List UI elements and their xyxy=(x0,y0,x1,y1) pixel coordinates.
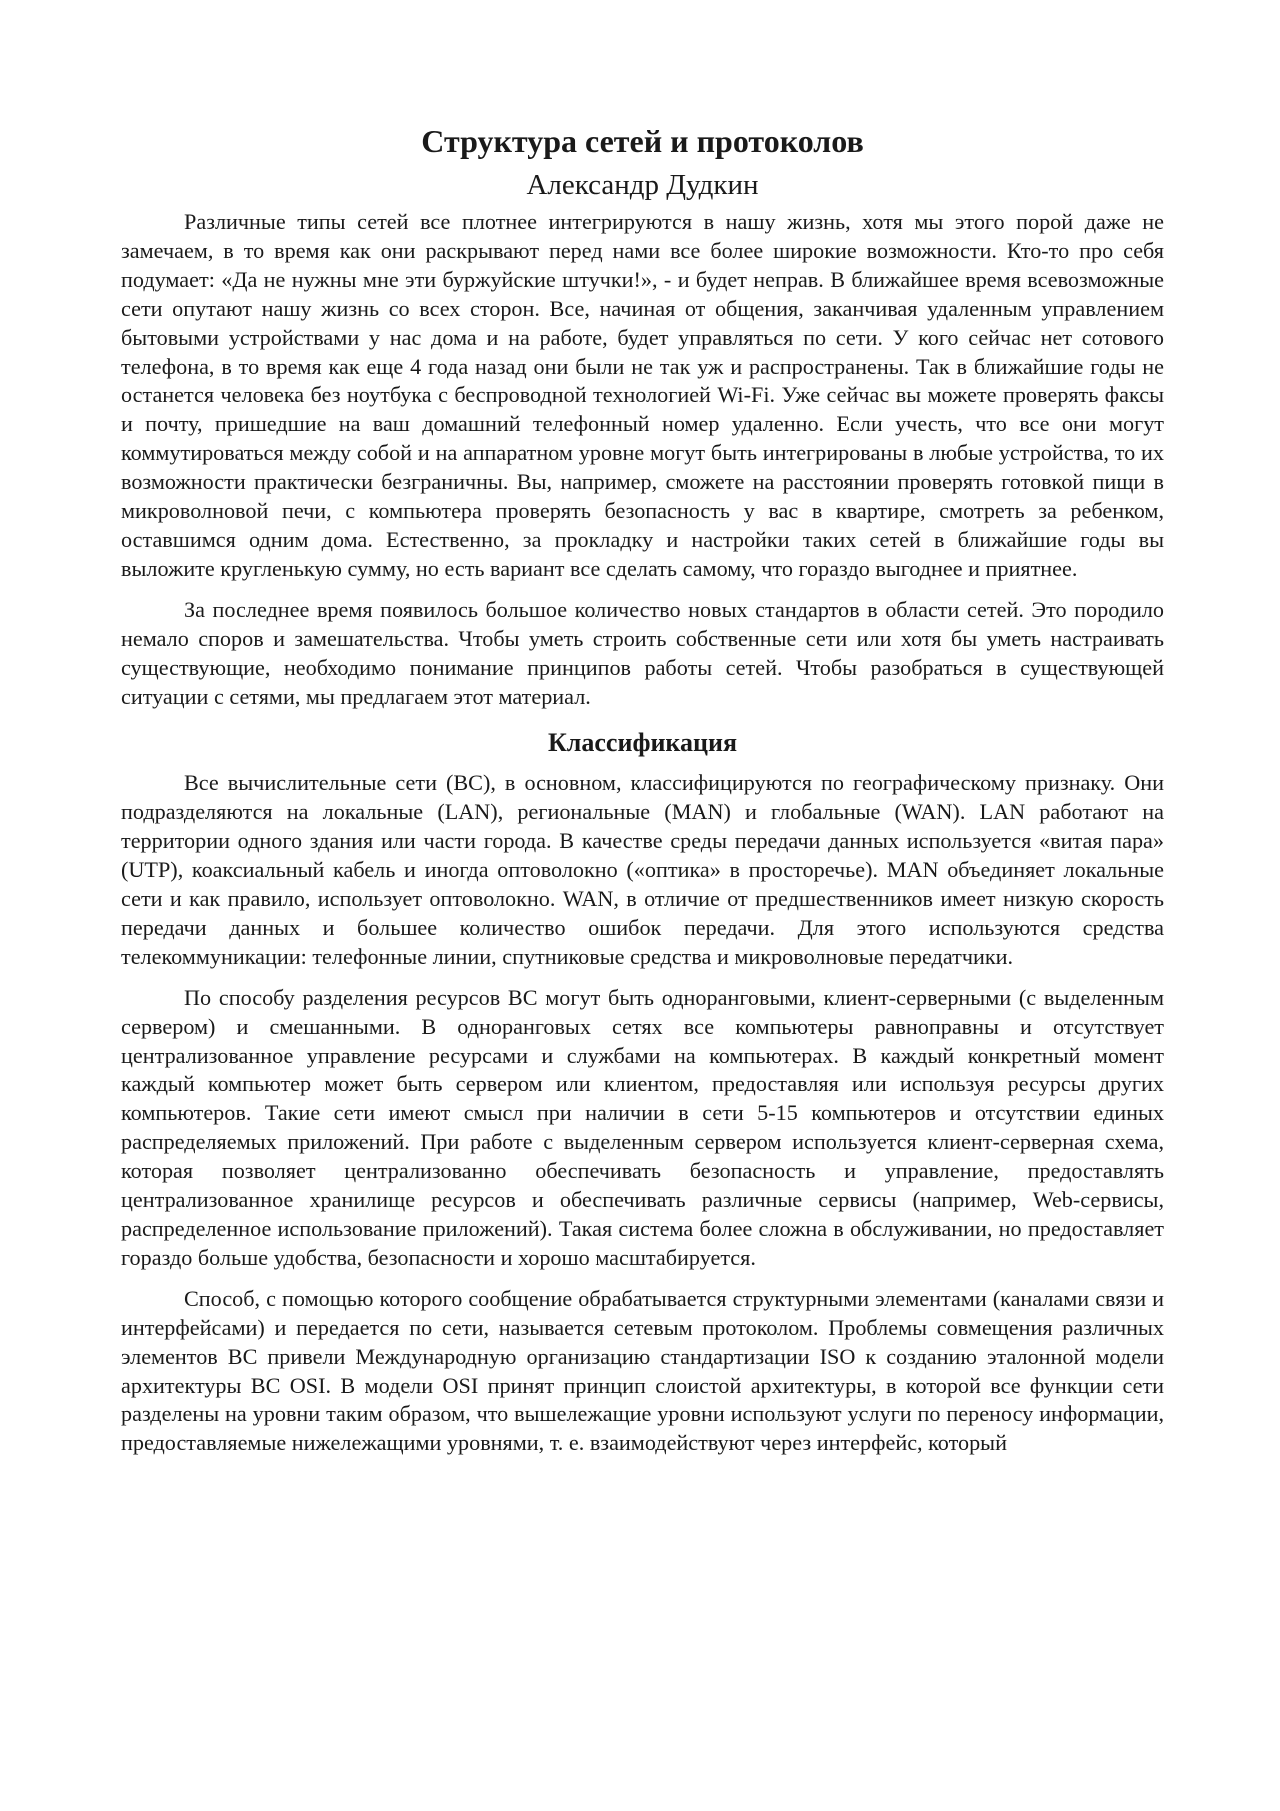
paragraph-classification-1: Все вычислительные сети (ВС), в основном, классифицируются по географическому признаку. Они подразделяются на локальные (LAN), региональные (MAN) и глобальные (WAN). LAN работают на территории одного здания или части города. В качестве среды передачи данных используется «витая пара» (UTP), коаксиальный кабель и иногда оптоволокно («оптика» в просторечье). MAN объединяет локальные сети и как правило, использует оптоволокно. WAN, в отличие от предшественников имеет низкую скорость передачи данных и большее количество ошибок передачи. Для этого используются средства телекоммуникации: телефонные линии, спутниковые средства и микроволновые передатчики. xyxy=(121,770,1164,969)
section-heading-classification: Классификация xyxy=(547,728,738,758)
document-title: Структура сетей и протоколов xyxy=(421,123,864,159)
paragraph-intro-1: Различные типы сетей все плотнее интегрируются в нашу жизнь, хотя мы этого порой даже не замечаем, в то время как они раскрывают перед нами все более широкие возможности. Кто-то про себя подумает: «Да не нужны мне эти буржуйские штучки!», - и будет неправ. В ближайшее время всевозможные сети опутают нашу жизнь со всех сторон. Все, начиная от общения, заканчивая удаленным управлением бытовыми устройствами у нас дома и на работе, будет управляться по сети. У кого сейчас нет сотового телефона, в то время как еще 4 года назад они были не так уж и распространены. Так в ближайшие годы не останется человека без ноутбука с беспроводной технологией Wi-Fi. Уже сейчас вы можете проверять факсы и почту, пришедшие на ваш домашний телефонный номер удаленно. Если учесть, что все они могут коммутироваться между собой и на аппаратном уровне могут быть интегрированы в любые устройства, то их возможности практически безграничны. Вы, например, сможете на расстоянии проверять готовкой пищи в микроволновой печи, с компьютера проверять безопасность у вас в квартире, смотреть за ребенком, оставшимся одним дома. Естественно, за прокладку и настройки таких сетей в ближайшие годы вы выложите кругленькую сумму, но есть вариант все сделать самому, что гораздо выгоднее и приятнее. xyxy=(121,209,1164,581)
document-body xyxy=(121,118,1164,1470)
paragraph-intro-2: За последнее время появилось большое количество новых стандартов в области сетей. Это породило немало споров и замешательства. Чтобы уметь строить собственные сети или хотя бы уметь настраивать существующие, необходимо понимание принципов работы сетей. Чтобы разобраться в существующей ситуации с сетями, мы предлагаем этот материал. xyxy=(121,596,1164,709)
paragraph-classification-3: Способ, с помощью которого сообщение обрабатывается структурными элементами (каналами связи и интерфейсами) и передается по сети, называется сетевым протоколом. Проблемы совмещения различных элементов ВС привели Международную организацию стандартизации ISO к созданию эталонной модели архитектуры ВС OSI. В модели OSI принят принцип слоистой архитектуры, в которой все функции сети разделены на уровни таким образом, что вышележащие уровни используют услуги по переносу информации, предоставляемые нижележащими уровнями, т. е. взаимодействуют через интерфейс, который xyxy=(121,1285,1164,1456)
document-author: Александр Дудкин xyxy=(526,169,759,201)
paragraph-classification-2: По способу разделения ресурсов ВС могут быть одноранговыми, клиент-серверными (с выделенным сервером) и смешанными. В одноранговых сетях все компьютеры равноправны и отсутствует централизованное управление ресурсами и службами на компьютерах. В каждый конкретный момент каждый компьютер может быть сервером или клиентом, предоставляя или используя ресурсы других компьютеров. Такие сети имеют смысл при наличии в сети 5-15 компьютеров и отсутствии единых распределяемых приложений. При работе с выделенным сервером используется клиент-серверная схема, которая позволяет централизованно обеспечивать безопасность и управление, предоставлять централизованное хранилище ресурсов и обеспечивать различные сервисы (например, Web-сервисы, распределенное использование приложений). Такая система более сложна в обслуживании, но предоставляет гораздо больше удобства, безопасности и хорошо масштабируется. xyxy=(121,984,1164,1270)
